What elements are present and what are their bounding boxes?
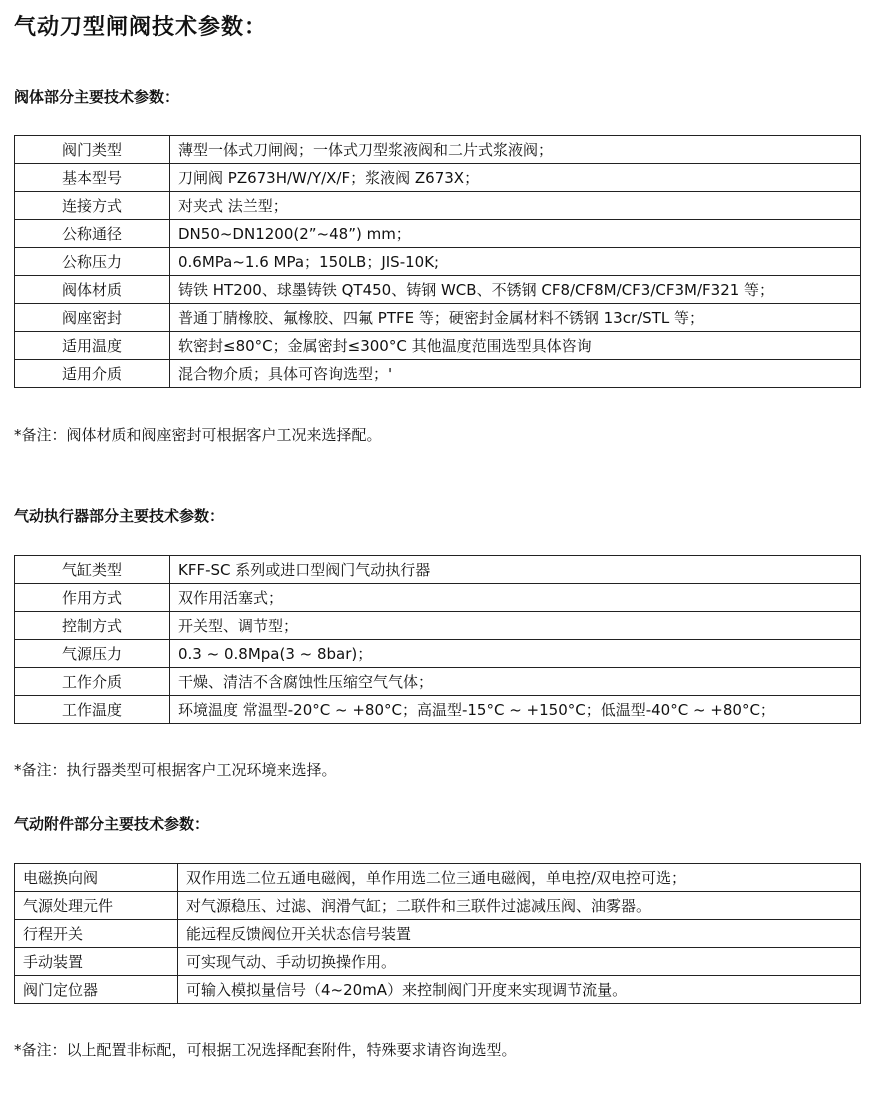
table-row <box>15 220 861 248</box>
param-name-cell: 气源压力 <box>15 640 170 668</box>
param-value-cell: 环境温度 常温型-20°C ~ +80°C；高温型-15°C ~ +150°C；低温型-40°C ~ +80°C； <box>170 696 861 724</box>
accessories-note: *备注：以上配置非标配，可根据工况选择配套附件，特殊要求请咨询选型。 <box>14 1041 517 1059</box>
valve-body-table <box>14 135 861 388</box>
table-row <box>15 584 861 612</box>
param-value-cell: 0.6MPa~1.6 MPa；150LB；JIS-10K; <box>170 248 861 276</box>
param-name-cell: 适用温度 <box>15 332 170 360</box>
table-row <box>15 612 861 640</box>
table-row <box>15 556 861 584</box>
param-value-cell: 混合物介质；具体可咨询选型；' <box>170 360 861 388</box>
table-row <box>15 864 861 892</box>
page-title: 气动刀型闸阀技术参数： <box>14 15 268 40</box>
param-name-cell: 阀门定位器 <box>15 976 178 1004</box>
table-row <box>15 948 861 976</box>
table-row <box>15 276 861 304</box>
param-value-cell: 0.3 ~ 0.8Mpa(3 ~ 8bar)； <box>170 640 861 668</box>
actuator-note: *备注：执行器类型可根据客户工况环境来选择。 <box>14 761 337 779</box>
param-name-cell: 工作温度 <box>15 696 170 724</box>
table-row <box>15 976 861 1004</box>
table-row <box>15 192 861 220</box>
param-name-cell: 阀体材质 <box>15 276 170 304</box>
param-value-cell: 薄型一体式刀闸阀；一体式刀型浆液阀和二片式浆液阀； <box>170 136 861 164</box>
param-name-cell: 连接方式 <box>15 192 170 220</box>
section-heading-accessories: 气动附件部分主要技术参数： <box>14 815 210 833</box>
param-value-cell: 可输入模拟量信号（4~20mA）来控制阀门开度来实现调节流量。 <box>178 976 861 1004</box>
table-row <box>15 668 861 696</box>
table-row <box>15 136 861 164</box>
param-value-cell: 双作用选二位五通电磁阀，单作用选二位三通电磁阀，单电控/双电控可选； <box>178 864 861 892</box>
actuator-table <box>14 555 861 724</box>
param-name-cell: 公称通径 <box>15 220 170 248</box>
table-row <box>15 920 861 948</box>
param-name-cell: 手动装置 <box>15 948 178 976</box>
table-row <box>15 360 861 388</box>
param-value-cell: 软密封≤80°C；金属密封≤300°C 其他温度范围选型具体咨询 <box>170 332 861 360</box>
accessories-table <box>14 863 861 1004</box>
table-row <box>15 304 861 332</box>
param-value-cell: 对气源稳压、过滤、润滑气缸；二联件和三联件过滤减压阀、油雾器。 <box>178 892 861 920</box>
param-name-cell: 阀门类型 <box>15 136 170 164</box>
table-row <box>15 332 861 360</box>
param-name-cell: 电磁换向阀 <box>15 864 178 892</box>
param-name-cell: 阀座密封 <box>15 304 170 332</box>
param-value-cell: 能远程反馈阀位开关状态信号装置 <box>178 920 861 948</box>
param-value-cell: DN50~DN1200(2”~48”) mm； <box>170 220 861 248</box>
param-value-cell: 可实现气动、手动切换操作用。 <box>178 948 861 976</box>
table-row <box>15 640 861 668</box>
param-name-cell: 适用介质 <box>15 360 170 388</box>
table-row <box>15 164 861 192</box>
param-value-cell: 双作用活塞式； <box>170 584 861 612</box>
param-name-cell: 工作介质 <box>15 668 170 696</box>
param-name-cell: 基本型号 <box>15 164 170 192</box>
table-row <box>15 696 861 724</box>
param-name-cell: 气缸类型 <box>15 556 170 584</box>
param-value-cell: 开关型、调节型； <box>170 612 861 640</box>
table-row <box>15 248 861 276</box>
param-name-cell: 作用方式 <box>15 584 170 612</box>
section-heading-valve-body: 阀体部分主要技术参数： <box>14 88 180 106</box>
param-name-cell: 气源处理元件 <box>15 892 178 920</box>
param-value-cell: 铸铁 HT200、球墨铸铁 QT450、铸钢 WCB、不锈钢 CF8/CF8M/CF3/CF3M/F321 等； <box>170 276 861 304</box>
param-name-cell: 行程开关 <box>15 920 178 948</box>
table-row <box>15 892 861 920</box>
param-value-cell: KFF-SC 系列或进口型阀门气动执行器 <box>170 556 861 584</box>
param-name-cell: 控制方式 <box>15 612 170 640</box>
param-value-cell: 对夹式 法兰型； <box>170 192 861 220</box>
param-name-cell: 公称压力 <box>15 248 170 276</box>
valve-body-note: *备注：阀体材质和阀座密封可根据客户工况来选择配。 <box>14 426 382 444</box>
param-value-cell: 干燥、清洁不含腐蚀性压缩空气气体； <box>170 668 861 696</box>
param-value-cell: 普通丁腈橡胶、氟橡胶、四氟 PTFE 等；硬密封金属材料不锈钢 13cr/STL 等； <box>170 304 861 332</box>
param-value-cell: 刀闸阀 PZ673H/W/Y/X/F；浆液阀 Z673X； <box>170 164 861 192</box>
section-heading-actuator: 气动执行器部分主要技术参数： <box>14 507 225 525</box>
